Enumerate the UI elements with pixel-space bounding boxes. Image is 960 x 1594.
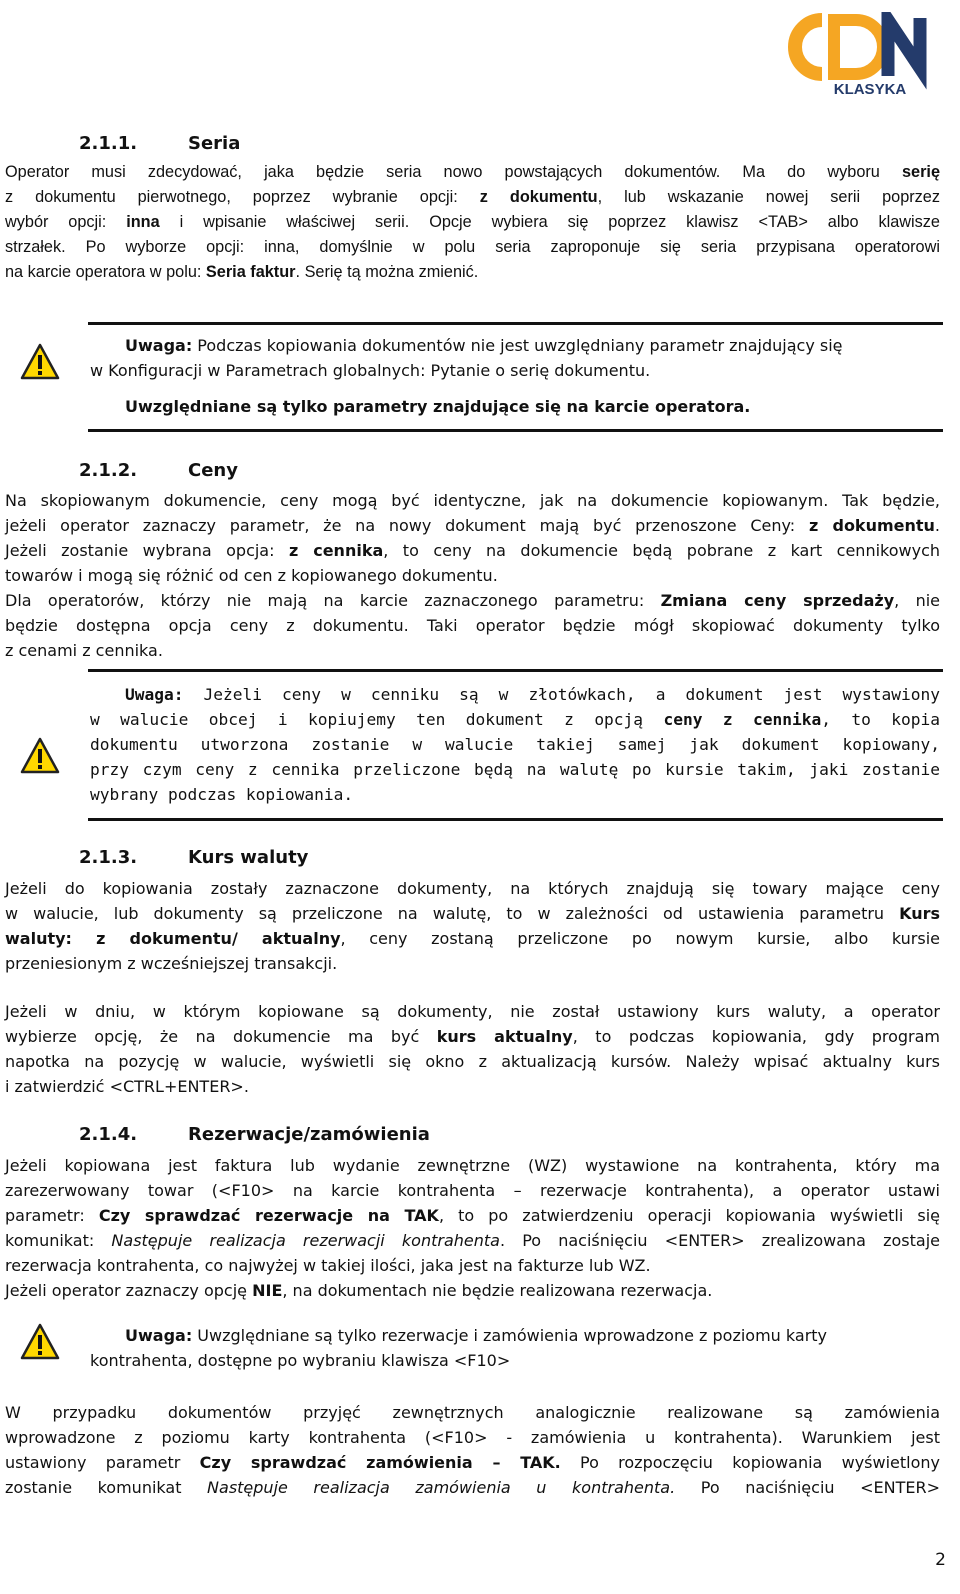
- paragraph-zamowienia: W przypadku dokumentów przyjęć zewnętrznych analogicznie realizowane są zamówienia wprowadzone z poziomu karty kontrahenta (<F10> - zamówienia u kontrahenta). Warunkiem jest ustawiony parametr Czy sprawdzać zamówienia – TAK. Po rozpoczęciu kopiowania wyświetlony zostanie komunikat Następuje realizacja zamówienia u kontrahenta. Po naciśnięciu <ENTER>: [5, 1403, 941, 1497]
- warning-icon: [20, 736, 60, 776]
- heading-2-1-1: [0, 133, 960, 157]
- note-top-rule: [88, 322, 943, 325]
- note-ceny: Uwaga: Jeżeli ceny w cenniku są w złotówkach, a dokument jest wystawiony w walucie obcej i kopiujemy ten dokument z opcją ceny z cennika, to kopia dokumentu utworzona zostanie w walucie takiej samej jak dokument kopiowany, przy czym ceny z cennika przeliczone będą na walutę po kursie takim, jaki zostanie wybrany podczas kopiowania.: [90, 685, 940, 804]
- note-top-rule: [88, 669, 943, 672]
- section-title: Seria: [188, 133, 241, 154]
- note-rezerwacje: Uwaga: Uwzględniane są tylko rezerwacje i zamówienia wprowadzone z poziomu karty kontrahenta, dostępne po wybraniu klawisza <F10>: [90, 1326, 828, 1370]
- note-serie: Uwaga: Podczas kopiowania dokumentów nie jest uwzględniany parametr znajdujący się w Konfiguracji w Parametrach globalnych: Pytanie o serię dokumentu. Uwzględniane są tylko parametry znajdujące się na karcie operatora.: [90, 336, 843, 416]
- heading-2-1-2: 2.1.2. Ceny: [79, 460, 238, 481]
- logo-subtitle: KLASYKA: [833, 81, 907, 98]
- section-number: 2.1.1.: [79, 133, 138, 154]
- paragraph-kurs-2: Jeżeli w dniu, w którym kopiowane są dokumenty, nie został ustawiony kurs waluty, a operator wybierze opcję, że na dokumencie ma być kurs aktualny, to podczas kopiowania, gdy program napotka na pozycję w walucie, wyświetli się okno z aktualizacją kursów. Należy wpisać aktualny kurs i zatwierdzić <CTRL+ENTER>.: [5, 1002, 940, 1096]
- cdn-klasyka-logo: [782, 12, 942, 98]
- note-bottom-rule: [88, 429, 943, 432]
- paragraph-seria: Operator musi zdecydować, jaka będzie seria nowo powstających dokumentów. Ma do wyboru serię z dokumentu pierwotnego, poprzez wybranie opcji: z dokumentu, lub wskazanie nowej serii poprzez wybór opcji: inna i wpisanie właściwej serii. Opcje wybiera się poprzez klawisz <TAB> albo klawisze strzałek. Po wyborze opcji: inna, domyślnie w polu seria zaproponuje się seria przypisana operatorowi na karcie operatora w polu: Seria faktur. Serię tą można zmienić.: [5, 163, 941, 281]
- heading-2-1-3: 2.1.3. Kurs waluty: [79, 847, 309, 868]
- paragraph-kurs-1: Jeżeli do kopiowania zostały zaznaczone dokumenty, na których znajdują się towary mające ceny w walucie, lub dokumenty są przeliczone na walutę, to w zależności od ustawienia parametru Kurs waluty: z dokumentu/ aktualny, ceny zostaną przeliczone po nowym kursie, albo kursie przeniesionym z wcześniejszej transakcji.: [5, 879, 940, 973]
- warning-icon: [20, 342, 60, 382]
- heading-2-1-4: 2.1.4. Rezerwacje/zamówienia: [79, 1124, 430, 1145]
- paragraph-rezerwacje: Jeżeli kopiowana jest faktura lub wydanie zewnętrzne (WZ) wystawione na kontrahenta, który ma zarezerwowany towar (<F10> na karcie kontrahenta – rezerwacje kontrahenta), a operator ustawi parametr: Czy sprawdzać rezerwacje na TAK, to po zatwierdzeniu operacji kopiowania wyświetli się komunikat: Następuje realizacja rezerwacji kontrahenta. Po naciśnięciu <ENTER> zrealizowana zostaje rezerwacja kontrahenta, co najwyżej w takiej ilości, jaka jest na fakturze lub WZ. Jeżeli operator zaznaczy opcję NIE, na dokumentach nie będzie realizowana rezerwacja.: [5, 1156, 941, 1300]
- note-bottom-rule: [88, 818, 943, 821]
- warning-icon: [20, 1322, 60, 1362]
- page-number: 2: [935, 1550, 946, 1570]
- paragraph-ceny: Na skopiowanym dokumencie, ceny mogą być identyczne, jak na dokumencie kopiowanym. Tak będzie, jeżeli operator zaznaczy parametr, że na nowy dokument mają być przenoszone Ceny: z dokumentu. Jeżeli zostanie wybrana opcja: z cennika, to ceny na dokumencie będą pobrane z kart cennikowych towarów i mogą się różnić od cen z kopiowanego dokumentu. Dla operatorów, którzy nie mają na karcie zaznaczonego parametru: Zmiana ceny sprzedaży, nie będzie dostępna opcja ceny z dokumentu. Taki operator będzie mógł skopiować dokumenty tylko z cenami z cennika.: [5, 491, 941, 660]
